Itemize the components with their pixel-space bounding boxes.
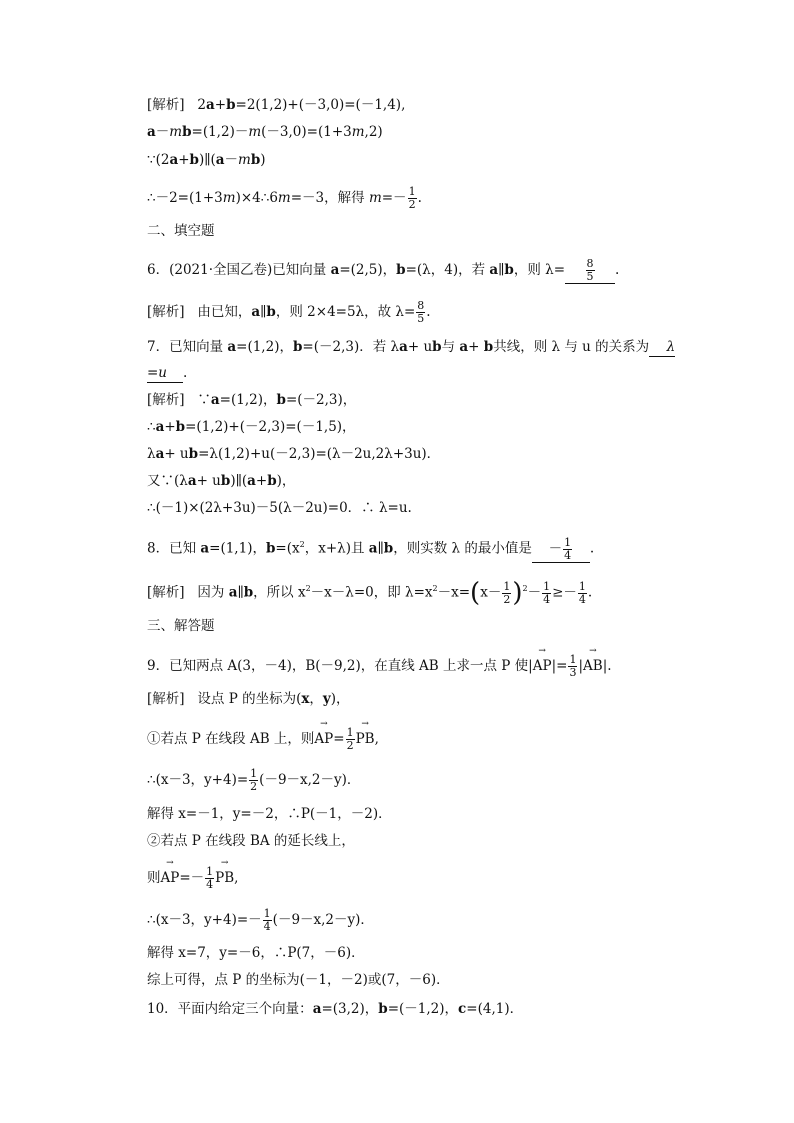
section-heading: 二、填空题 <box>147 223 215 239</box>
vector-a: a <box>155 419 165 435</box>
variable-m: m <box>248 124 262 140</box>
text: =2(1,2)+(－3,0)=(－1,4), <box>235 97 406 113</box>
text: ∴ <box>147 419 156 435</box>
text: =(－1,2)， <box>387 1001 459 1017</box>
vector-b: b <box>182 124 192 140</box>
variable-x: x <box>301 691 310 707</box>
analysis-label: [解析] <box>147 392 185 408</box>
denominator: 5 <box>586 270 594 283</box>
text: |= <box>551 658 568 674</box>
vector-b: b <box>504 262 514 278</box>
numerator: 1 <box>503 579 511 593</box>
vector-a: a <box>399 339 408 355</box>
text: + <box>468 339 484 355</box>
text: 8．已知 <box>147 540 201 557</box>
text: 则 <box>147 870 161 886</box>
denominator: 2 <box>346 739 354 752</box>
vector-b: b <box>276 392 286 408</box>
text: + u <box>407 339 433 355</box>
text: － <box>527 584 542 601</box>
variable-m: m <box>238 152 251 168</box>
text: (－3,0)=(1+3 <box>261 124 352 140</box>
text: . <box>587 584 593 601</box>
text: － <box>548 540 563 557</box>
numerator: 1 <box>569 653 577 666</box>
variable-m: m <box>222 190 236 206</box>
fraction <box>205 866 214 891</box>
fraction <box>568 654 577 679</box>
answer-blank <box>565 258 615 284</box>
vector-a: a <box>169 152 179 168</box>
text: . <box>615 262 620 278</box>
text: ∥ <box>498 262 505 278</box>
vector-a: a <box>312 1001 322 1017</box>
text: 共线，则 λ 与 u 的关系为 <box>493 339 650 355</box>
text: ≥－ <box>552 584 577 601</box>
fraction <box>542 581 551 606</box>
fraction <box>263 908 272 933</box>
text: － <box>155 124 170 140</box>
vector-b: b <box>226 97 236 113</box>
text: 6．(2021·全国乙卷)已知向量 <box>147 262 331 278</box>
vector-b: b <box>396 262 406 278</box>
question-9 <box>147 654 612 679</box>
text: . <box>183 365 188 381</box>
text: －x－λ=0，即 λ=x <box>310 584 433 601</box>
numerator: 1 <box>206 865 214 878</box>
vector-PB: → PB <box>356 730 375 748</box>
text: 7．已知向量 <box>147 339 228 355</box>
vector-b: b <box>265 540 276 557</box>
vector-a: a <box>330 262 340 278</box>
text: x－ <box>480 584 502 601</box>
text: =(4,1)． <box>466 1001 524 1017</box>
text: ∴－2=(1+3 <box>147 190 223 206</box>
analysis-label: [解析] <box>147 691 185 707</box>
question-7-continued <box>147 364 187 383</box>
solution-line <box>147 768 360 793</box>
text: ∵ <box>197 392 211 408</box>
solution-line <box>147 866 238 891</box>
text: ∴(x－3，y+4)=－ <box>147 912 262 928</box>
text: =－3，解得 <box>290 190 369 206</box>
vector-b: b <box>266 304 276 320</box>
vector-a: a <box>489 262 499 278</box>
numerator: 8 <box>417 299 425 312</box>
vector-a: a <box>227 339 237 355</box>
text: =(λ，4)，若 <box>405 262 490 278</box>
solution-line <box>147 151 266 169</box>
solution-8 <box>147 580 592 606</box>
denominator: 3 <box>569 666 577 679</box>
vector-a: a <box>215 152 225 168</box>
solution-line: 解得 x=7，y=－6，∴P(7，－6)． <box>147 945 365 961</box>
text: ，所以 x <box>253 584 306 601</box>
text: =(－2,3)．若 λ <box>302 339 400 355</box>
text: =(3,2)， <box>321 1001 379 1017</box>
denominator: 5 <box>417 312 425 325</box>
denominator: 4 <box>263 920 271 933</box>
text: =(1,2)－ <box>191 124 249 140</box>
text: =(1,2)， <box>219 392 277 408</box>
analysis-label: [解析] <box>147 304 185 320</box>
fraction <box>408 186 417 211</box>
vector-a: a <box>155 446 165 462</box>
text: =(1,2)+(－2,3)=(－1,5)， <box>185 419 356 435</box>
question-7 <box>147 338 675 357</box>
text: (－9－x,2－y)． <box>259 772 361 788</box>
fraction <box>416 300 425 325</box>
vector-a: a <box>459 339 469 355</box>
solution-6 <box>147 300 431 325</box>
answer-blank <box>532 537 590 563</box>
denominator: 2 <box>408 198 416 211</box>
vector-AP: → AP <box>314 730 333 748</box>
text: + <box>178 152 190 168</box>
denominator: 4 <box>543 592 551 606</box>
answer-text: =u <box>147 365 168 381</box>
fraction <box>502 581 511 606</box>
fraction <box>563 537 572 562</box>
text: = <box>333 731 345 747</box>
vector-AB: → AB <box>583 657 603 675</box>
vector-b: b <box>292 339 303 355</box>
solution-line <box>147 472 295 490</box>
text: (－9－x,2－y)． <box>272 912 374 928</box>
vector-a: a <box>368 540 378 557</box>
exponent: 2 <box>305 584 311 593</box>
text: | <box>578 658 584 674</box>
text: ∵(2 <box>147 152 170 168</box>
vector-b: b <box>220 473 231 489</box>
text: 由已知， <box>197 304 252 320</box>
fraction <box>578 581 587 606</box>
text: 2 <box>197 97 207 113</box>
text: . <box>417 190 422 206</box>
left-paren: ( <box>470 578 481 608</box>
variable-m: m <box>277 190 291 206</box>
vector-b: b <box>175 419 186 435</box>
text: ，则实数 λ 的最小值是 <box>393 540 532 557</box>
vector-b: b <box>383 540 394 557</box>
denominator: 4 <box>564 548 572 562</box>
variable-m: m <box>351 124 365 140</box>
text: 因为 <box>197 584 229 601</box>
vector-b: b <box>250 152 261 168</box>
fraction <box>346 727 355 752</box>
vector-a: a <box>228 584 238 601</box>
text: + u <box>164 446 189 462</box>
text: =(x <box>275 540 300 557</box>
numerator: 8 <box>586 257 594 270</box>
solution-line <box>147 123 383 141</box>
solution-line <box>147 186 422 211</box>
right-paren: ) <box>512 578 523 608</box>
analysis-label: [解析] <box>147 584 185 601</box>
answer-blank <box>147 364 183 383</box>
exponent: 2 <box>432 584 438 593</box>
text: . <box>426 304 431 320</box>
vector-b: b <box>243 584 254 601</box>
vector-b: b <box>189 152 199 168</box>
text: )∥( <box>198 152 216 168</box>
summary-line: 综上可得，点 P 的坐标为(－1，－2)或(7，－6)． <box>147 972 450 988</box>
vector-AP: → AP <box>161 869 180 887</box>
text: ，则 λ= <box>513 262 566 278</box>
solution-7 <box>147 391 356 409</box>
text: ，x+λ)且 <box>304 540 369 557</box>
solution-line: ∴(－1)×(2λ+3u)－5(λ－2u)=0．∴ λ=u. <box>147 500 412 516</box>
variable-m: m <box>169 124 183 140</box>
text: － <box>224 152 238 168</box>
text: =(2,5)， <box>339 262 397 278</box>
text: )∥( <box>230 473 248 489</box>
text: λ <box>147 446 156 462</box>
text: ∥ <box>377 540 384 557</box>
vector-a: a <box>147 124 156 140</box>
text: =(－2,3)， <box>285 392 357 408</box>
text: ， <box>309 691 323 707</box>
text: 9．已知两点 A(3，－4)，B(－9,2)，在直线 AB 上求一点 P 使| <box>147 658 533 674</box>
vector-b: b <box>378 1001 388 1017</box>
question-6 <box>147 258 619 284</box>
text: + <box>255 473 268 489</box>
denominator: 4 <box>578 592 586 606</box>
exponent: 2 <box>299 540 305 549</box>
question-8 <box>147 536 594 563</box>
text: ) <box>260 152 266 168</box>
text: =(1,1)， <box>209 540 266 557</box>
vector-b: b <box>188 446 199 462</box>
vector-a: a <box>210 392 220 408</box>
text: )×4∴6 <box>235 190 278 206</box>
text: ∴(x－3，y+4)= <box>147 772 249 788</box>
solution-line <box>147 908 374 933</box>
numerator: 1 <box>564 535 572 549</box>
analysis-label: [解析] <box>147 97 185 113</box>
text: －x= <box>437 584 471 601</box>
vector-b: b <box>267 473 277 489</box>
text: + u <box>196 473 221 489</box>
numerator: 1 <box>263 907 271 920</box>
text: , <box>234 870 239 886</box>
numerator: 1 <box>543 579 551 593</box>
question-10 <box>147 1000 523 1018</box>
variable-m: m <box>368 190 382 206</box>
lambda: λ <box>666 339 676 355</box>
numerator: 1 <box>408 185 416 198</box>
text: 10．平面内给定三个向量： <box>147 1001 313 1017</box>
vector-PB: → PB <box>215 869 234 887</box>
case-1 <box>147 727 379 752</box>
text: 与 <box>441 339 460 355</box>
denominator: 2 <box>503 592 511 606</box>
numerator: 1 <box>250 767 258 780</box>
variable-y: y <box>322 691 331 707</box>
vector-c: c <box>458 1001 467 1017</box>
solution-line <box>147 96 405 114</box>
text: + <box>214 97 227 113</box>
text: , <box>374 731 379 747</box>
text: ∥ <box>260 304 267 320</box>
denominator: 2 <box>250 780 258 793</box>
text: . <box>589 540 595 557</box>
section-heading: 三、解答题 <box>147 618 215 634</box>
text: =λ(1,2)+u(－2,3)=(λ－2u,2λ+3u)． <box>198 446 441 462</box>
vector-b: b <box>432 339 442 355</box>
text: + <box>164 419 176 435</box>
vector-a: a <box>200 540 210 557</box>
text: )， <box>330 691 350 707</box>
text: 设点 P 的坐标为( <box>197 691 302 707</box>
case-2: ②若点 P 在线段 BA 的延长线上， <box>147 833 355 849</box>
text: =(1,2)， <box>236 339 293 355</box>
numerator: 1 <box>346 726 354 739</box>
vector-b: b <box>483 339 494 355</box>
vector-a: a <box>251 304 261 320</box>
text: 又∵(λ <box>147 473 188 489</box>
solution-9 <box>147 690 350 708</box>
vector-a: a <box>247 473 256 489</box>
solution-line <box>147 445 440 463</box>
text: ,2) <box>364 124 383 140</box>
exponent: 2 <box>522 584 528 593</box>
denominator: 4 <box>206 878 214 891</box>
fraction <box>249 768 258 793</box>
numerator: 1 <box>578 579 586 593</box>
solution-line: 解得 x=－1，y=－2，∴P(－1，－2)． <box>147 806 392 822</box>
text: |. <box>602 658 612 674</box>
text: ，则 2×4=5λ，故 λ= <box>275 304 416 320</box>
vector-a: a <box>187 473 197 489</box>
fraction <box>586 258 595 283</box>
vector-AP: → AP <box>533 657 552 675</box>
text: =－ <box>179 870 205 886</box>
vector-a: a <box>206 97 215 113</box>
solution-line <box>147 418 356 436</box>
text: =－ <box>381 190 407 206</box>
answer-blank <box>649 338 675 357</box>
text: ∥ <box>237 584 244 601</box>
text: ①若点 P 在线段 AB 上，则 <box>147 731 315 747</box>
text: )， <box>276 473 296 489</box>
